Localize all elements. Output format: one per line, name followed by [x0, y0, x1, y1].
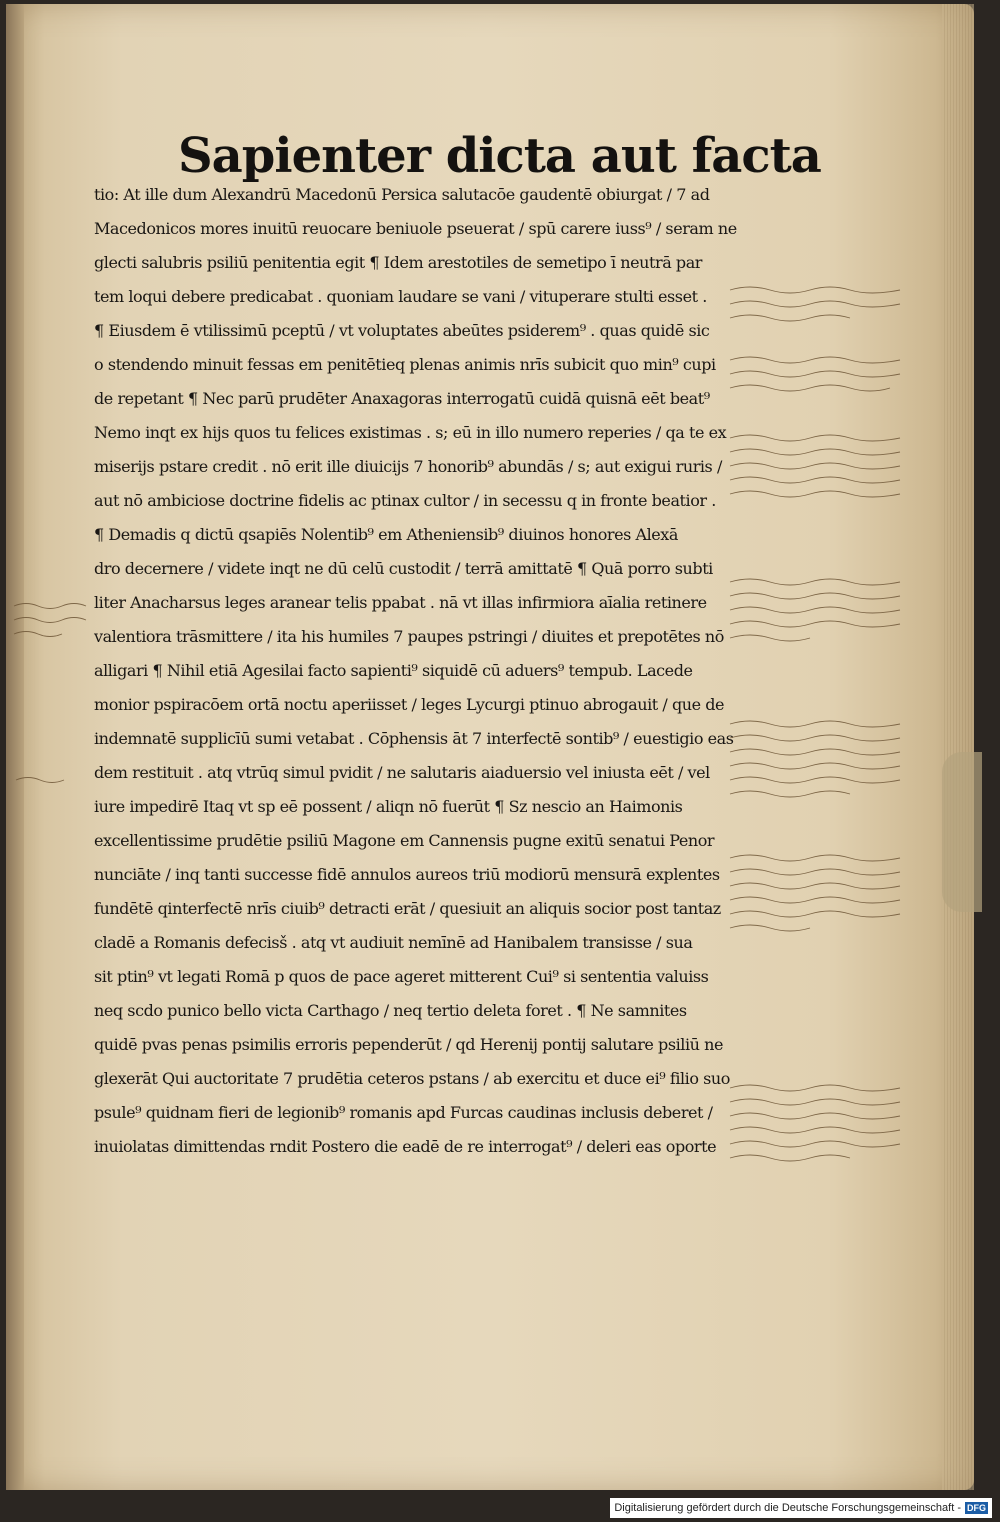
marginal-note — [728, 850, 908, 944]
digitization-footer — [610, 1498, 992, 1518]
text-line: liter Anacharsus leges aranear telis ppabat . nā vt illas infirmiora aīalia retinere — [94, 593, 707, 612]
text-line: psule⁹ quidnam fieri de legionib⁹ romanis apd Furcas caudinas inclusis deberet / — [94, 1103, 713, 1122]
handwritten-scribble — [728, 850, 908, 940]
handwritten-scribble — [728, 574, 908, 654]
text-line: tio: At ille dum Alexandrū Macedonū Persica salutacōe gaudentē obiurgat / 7 ad — [94, 185, 710, 204]
handwritten-scribble — [728, 282, 908, 330]
handwritten-scribble — [728, 1080, 908, 1180]
text-block — [94, 178, 737, 1164]
marginal-note — [12, 770, 88, 794]
funding-credit: Digitalisierung gefördert durch die Deutsche Forschungsgemeinschaft - — [614, 1502, 961, 1514]
handwritten-scribble — [728, 716, 908, 816]
text-line: alligari ¶ Nihil etiā Agesilai facto sapienti⁹ siquidē cū aduers⁹ tempub. Lacede — [94, 661, 693, 680]
text-line: sit ptin⁹ vt legati Romā p quos de pace ageret mitterent Cui⁹ si sententia valuiss — [94, 967, 709, 986]
text-line: nunciāte / inq tanti successe fidē annulos aureos triū modiorū mensurā explentes — [94, 865, 720, 884]
handwritten-scribble — [12, 770, 88, 790]
text-line: iure impedirē Itaq vt sp eē possent / aliqn nō fuerūt ¶ Sz nescio an Haimonis — [94, 797, 683, 816]
text-line: o stendendo minuit fessas em penitētieq plenas animis nrīs subicit quo min⁹ cupi — [94, 355, 716, 374]
text-line: dem restituit . atq vtrūq simul pvidit / ne salutaris aiaduersio vel iniusta eēt / vel — [94, 763, 710, 782]
page-gutter — [6, 4, 24, 1490]
marginal-note — [728, 430, 908, 520]
text-line: ¶ Demadis q dictū qsapiēs Nolentib⁹ em Atheniensib⁹ diuinos honores Alexā — [94, 525, 678, 544]
handwritten-scribble — [728, 430, 908, 516]
handwritten-scribble — [12, 598, 88, 648]
text-line: dro decernere / videte inqt ne dū celū custodit / terrā amittatē ¶ Quā porro subti — [94, 559, 713, 578]
text-line: Macedonicos mores inuitū reuocare beniuole pseuerat / spū carere iuss⁹ / seram ne — [94, 219, 737, 238]
text-line: Nemo inqt ex hijs quos tu felices existimas . s; eū in illo numero reperies / qa te ex — [94, 423, 727, 442]
text-line: tem loqui debere predicabat . quoniam laudare se vani / vituperare stulti esset . — [94, 287, 707, 306]
text-line: de repetant ¶ Nec parū prudēter Anaxagoras interrogatū cuidā quisnā eēt beat⁹ — [94, 389, 710, 408]
marginal-note — [728, 574, 908, 658]
text-line: glecti salubris psiliū penitentia egit ¶ Idem arestotiles de semetipo ī neutrā par — [94, 253, 702, 272]
dfg-logo: DFG — [967, 1503, 986, 1513]
text-line: ¶ Eiusdem ē vtilissimū pceptū / vt voluptates abeūtes psiderem⁹ . quas quidē sic — [94, 321, 710, 340]
text-line: valentiora trāsmittere / ita his humiles 7 paupes pstringi / diuites et prepotētes nō — [94, 627, 724, 646]
text-line: miserijs pstare credit . nō erit ille diuicijs 7 honorib⁹ abundās / s; aut exigui ruris / — [94, 457, 722, 476]
book-clasp — [942, 752, 982, 912]
marginal-note — [728, 716, 908, 820]
text-line: quidē pvas penas psimilis erroris pependerūt / qd Herenij pontij salutare psiliū ne — [94, 1035, 723, 1054]
marginal-note — [12, 598, 88, 652]
text-line: indemnatē supplicīū sumi vetabat . Cōphensis āt 7 interfectē sontib⁹ / euestigio eas — [94, 729, 734, 748]
text-line: cladē a Romanis defecisš . atq vt audiuit nemīnē ad Hanibalem transisse / sua — [94, 933, 693, 952]
text-line: monior pspiracōem ortā noctu aperiisset / leges Lycurgi ptinuo abrogauit / que de — [94, 695, 725, 714]
page-fore-edge — [942, 4, 974, 1490]
text-line: excellentissime prudētie psiliū Magone em Cannensis pugne exitū senatui Penor — [94, 831, 715, 850]
text-line: glexerāt Qui auctoritate 7 prudētia ceteros pstans / ab exercitu et duce ei⁹ filio suo — [94, 1069, 730, 1088]
text-line: fundētē qinterfectē nrīs ciuib⁹ detracti erāt / quesiuit an aliquis socior post tantaz — [94, 899, 721, 918]
running-head: Sapienter dicta aut facta — [178, 128, 821, 184]
handwritten-scribble — [728, 352, 908, 400]
text-line: aut nō ambiciose doctrine fidelis ac ptinax cultor / in secessu q in fronte beatior . — [94, 491, 716, 510]
marginal-note — [728, 352, 908, 404]
text-line: neq scdo punico bello victa Carthago / neq tertio deleta foret . ¶ Ne samnites — [94, 1001, 687, 1020]
marginal-note — [728, 282, 908, 334]
text-line: inuiolatas dimittendas rndit Postero die eadē de re interrogat⁹ / deleri eas oporte — [94, 1137, 717, 1156]
marginal-note — [728, 1080, 908, 1184]
